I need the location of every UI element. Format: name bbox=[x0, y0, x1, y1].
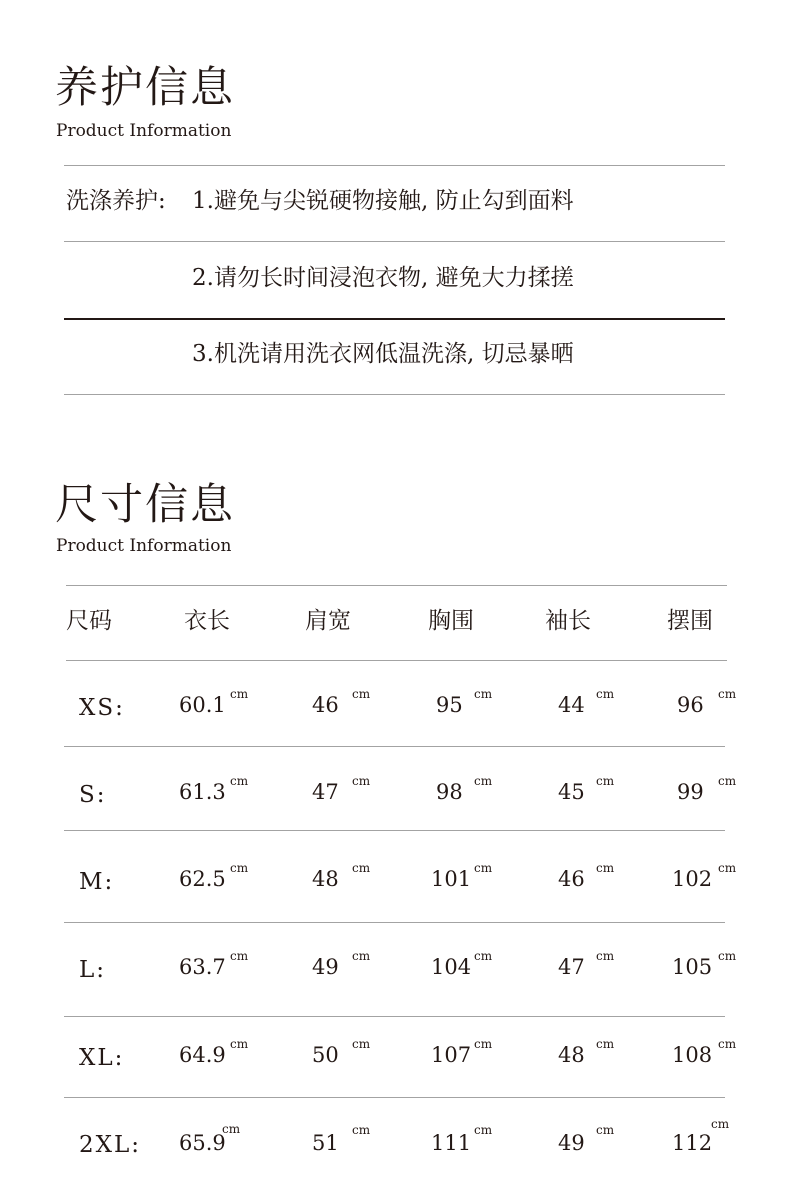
unit-label: cm bbox=[230, 1037, 249, 1051]
size-table-top-border bbox=[66, 585, 727, 586]
unit-label: cm bbox=[352, 1123, 371, 1137]
table-cell: 95 bbox=[436, 693, 463, 717]
table-cell: 45 bbox=[558, 780, 585, 804]
unit-label: cm bbox=[352, 687, 371, 701]
table-cell: 101 bbox=[431, 867, 472, 891]
size-header-divider bbox=[66, 660, 727, 661]
unit-label: cm bbox=[352, 774, 371, 788]
size-header-shoulder: 肩宽 bbox=[305, 608, 351, 634]
size-row-label-m: M: bbox=[79, 869, 115, 895]
size-row-divider bbox=[64, 746, 725, 747]
unit-label: cm bbox=[474, 861, 493, 875]
care-item-3: 3.机洗请用洗衣网低温洗涤, 切忌暴晒 bbox=[192, 341, 574, 367]
table-cell: 62.5 bbox=[179, 867, 226, 891]
unit-label: cm bbox=[711, 1117, 730, 1131]
table-cell: 46 bbox=[558, 867, 585, 891]
table-cell: 46 bbox=[312, 693, 339, 717]
care-divider-top bbox=[64, 165, 725, 166]
size-header-length: 衣长 bbox=[184, 608, 230, 634]
size-section-title: 尺寸信息 bbox=[55, 480, 235, 530]
size-section-subtitle: Product Information bbox=[56, 536, 232, 556]
table-cell: 61.3 bbox=[179, 780, 226, 804]
table-cell: 50 bbox=[312, 1043, 339, 1067]
size-header-size: 尺码 bbox=[66, 608, 112, 634]
table-cell: 64.9 bbox=[179, 1043, 226, 1067]
unit-label: cm bbox=[474, 687, 493, 701]
care-label: 洗涤养护: bbox=[66, 188, 166, 214]
unit-label: cm bbox=[718, 774, 737, 788]
unit-label: cm bbox=[352, 1037, 371, 1051]
size-row-divider bbox=[64, 1097, 725, 1098]
care-divider-1 bbox=[64, 241, 725, 242]
care-section-subtitle: Product Information bbox=[56, 121, 232, 141]
unit-label: cm bbox=[596, 687, 615, 701]
unit-label: cm bbox=[718, 949, 737, 963]
size-row-divider bbox=[64, 1016, 725, 1017]
unit-label: cm bbox=[222, 1122, 241, 1136]
table-cell: 49 bbox=[558, 1131, 585, 1155]
care-item-1: 1.避免与尖锐硬物接触, 防止勾到面料 bbox=[192, 188, 574, 214]
unit-label: cm bbox=[474, 1037, 493, 1051]
size-row-divider bbox=[64, 922, 725, 923]
unit-label: cm bbox=[230, 949, 249, 963]
table-cell: 48 bbox=[558, 1043, 585, 1067]
table-cell: 107 bbox=[431, 1043, 472, 1067]
size-header-hem: 摆围 bbox=[667, 608, 713, 634]
table-cell: 48 bbox=[312, 867, 339, 891]
unit-label: cm bbox=[474, 774, 493, 788]
table-cell: 65.9 bbox=[179, 1131, 226, 1155]
table-cell: 105 bbox=[672, 955, 713, 979]
unit-label: cm bbox=[474, 1123, 493, 1137]
unit-label: cm bbox=[718, 861, 737, 875]
table-cell: 111 bbox=[431, 1131, 472, 1155]
unit-label: cm bbox=[474, 949, 493, 963]
size-row-label-2xl: 2XL: bbox=[79, 1132, 142, 1158]
table-cell: 49 bbox=[312, 955, 339, 979]
table-cell: 112 bbox=[672, 1131, 713, 1155]
table-cell: 47 bbox=[312, 780, 339, 804]
unit-label: cm bbox=[230, 687, 249, 701]
size-row-label-s: S: bbox=[79, 782, 107, 808]
table-cell: 44 bbox=[558, 693, 585, 717]
size-row-label-xs: XS: bbox=[79, 695, 125, 721]
unit-label: cm bbox=[352, 949, 371, 963]
care-divider-2 bbox=[64, 318, 725, 320]
table-cell: 99 bbox=[677, 780, 704, 804]
unit-label: cm bbox=[596, 1037, 615, 1051]
care-item-2: 2.请勿长时间浸泡衣物, 避免大力揉搓 bbox=[192, 265, 574, 291]
care-section-title: 养护信息 bbox=[55, 63, 235, 113]
unit-label: cm bbox=[718, 1037, 737, 1051]
size-header-chest: 胸围 bbox=[428, 608, 474, 634]
table-cell: 51 bbox=[312, 1131, 339, 1155]
unit-label: cm bbox=[230, 861, 249, 875]
unit-label: cm bbox=[230, 774, 249, 788]
size-row-label-l: L: bbox=[79, 957, 107, 983]
size-row-label-xl: XL: bbox=[79, 1045, 125, 1071]
table-cell: 63.7 bbox=[179, 955, 226, 979]
size-row-divider bbox=[64, 830, 725, 831]
table-cell: 108 bbox=[672, 1043, 713, 1067]
table-cell: 96 bbox=[677, 693, 704, 717]
unit-label: cm bbox=[596, 861, 615, 875]
table-cell: 47 bbox=[558, 955, 585, 979]
unit-label: cm bbox=[352, 861, 371, 875]
unit-label: cm bbox=[596, 774, 615, 788]
unit-label: cm bbox=[596, 949, 615, 963]
unit-label: cm bbox=[718, 687, 737, 701]
table-cell: 60.1 bbox=[179, 693, 226, 717]
table-cell: 104 bbox=[431, 955, 472, 979]
size-header-sleeve: 袖长 bbox=[545, 608, 591, 634]
table-cell: 98 bbox=[436, 780, 463, 804]
care-divider-bottom bbox=[64, 394, 725, 395]
table-cell: 102 bbox=[672, 867, 713, 891]
unit-label: cm bbox=[596, 1123, 615, 1137]
